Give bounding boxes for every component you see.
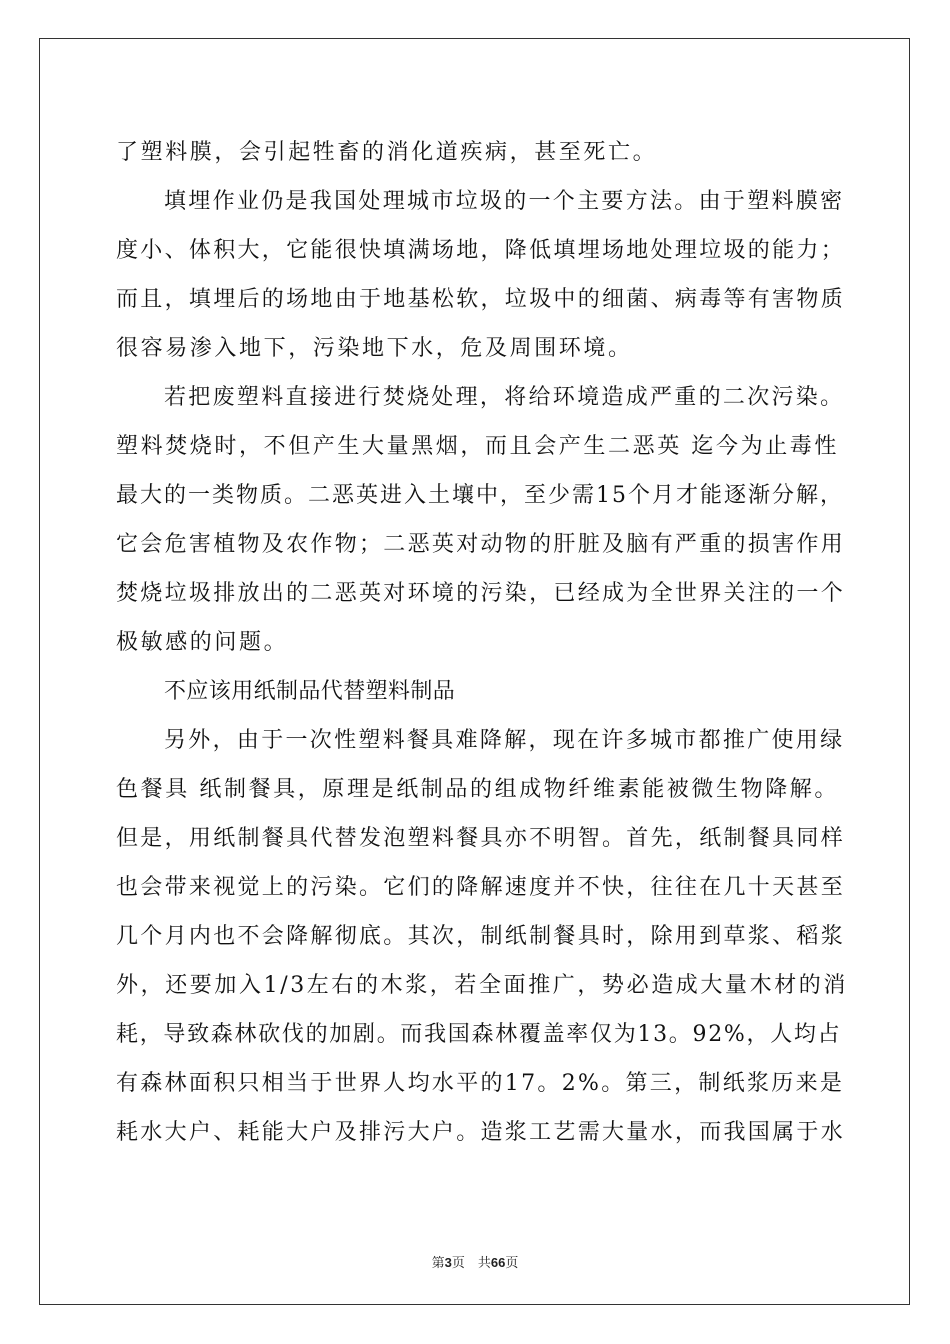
text-line: 而且，填埋后的场地由于地基松软，垃圾中的细菌、病毒等有害物质 — [116, 287, 846, 312]
section-heading: 不应该用纸制品代替塑料制品 — [164, 679, 456, 704]
text-line: 几个月内也不会降解彻底。其次，制纸制餐具时，除用到草浆、稻浆 — [116, 924, 846, 949]
footer-mid: 页 共 — [451, 1256, 491, 1271]
text-line: 另外，由于一次性塑料餐具难降解，现在许多城市都推广使用绿 — [164, 728, 845, 753]
text-line: 有森林面积只相当于世界人均水平的17。2%。第三，制纸浆历来是 — [116, 1071, 845, 1096]
current-page-number: 3 — [444, 1255, 452, 1270]
text-line: 色餐具 纸制餐具，原理是纸制品的组成物纤维素能被微生物降解。 — [116, 777, 839, 802]
text-line: 外，还要加入1/3左右的木浆，若全面推广，势必造成大量木材的消 — [116, 973, 849, 998]
text-line: 耗水大户、耗能大户及排污大户。造浆工艺需大量水，而我国属于水 — [116, 1120, 846, 1145]
text-line: 它会危害植物及农作物；二恶英对动物的肝脏及脑有严重的损害作用 — [116, 532, 846, 557]
text-line: 若把废塑料直接进行焚烧处理，将给环境造成严重的二次污染。 — [164, 385, 845, 410]
footer-suffix: 页 — [505, 1256, 519, 1271]
text-line: 填埋作业仍是我国处理城市垃圾的一个主要方法。由于塑料膜密 — [164, 189, 845, 214]
text-line: 也会带来视觉上的污染。它们的降解速度并不快，往往在几十天甚至 — [116, 875, 846, 900]
text-line: 了塑料膜，会引起牲畜的消化道疾病，甚至死亡。 — [116, 140, 658, 165]
text-line: 极敏感的问题。 — [116, 630, 289, 655]
document-body — [116, 128, 849, 1157]
text-line: 度小、体积大，它能很快填满场地，降低填埋场地处理垃圾的能力； — [116, 238, 846, 263]
footer-prefix: 第 — [431, 1256, 445, 1271]
text-line: 焚烧垃圾排放出的二恶英对环境的污染，已经成为全世界关注的一个 — [116, 581, 846, 606]
text-line: 很容易渗入地下，污染地下水，危及周围环境。 — [116, 336, 633, 361]
page-footer — [0, 1252, 950, 1271]
total-pages-number: 66 — [490, 1255, 506, 1270]
text-line: 最大的一类物质。二恶英进入土壤中，至少需15个月才能逐渐分解， — [116, 483, 844, 508]
text-line: 塑料焚烧时，不但产生大量黑烟，而且会产生二恶英 迄今为止毒性 — [116, 434, 839, 459]
text-line: 但是，用纸制餐具代替发泡塑料餐具亦不明智。首先，纸制餐具同样 — [116, 826, 846, 851]
text-line: 耗，导致森林砍伐的加剧。而我国森林覆盖率仅为13。92%，人均占 — [116, 1022, 842, 1047]
